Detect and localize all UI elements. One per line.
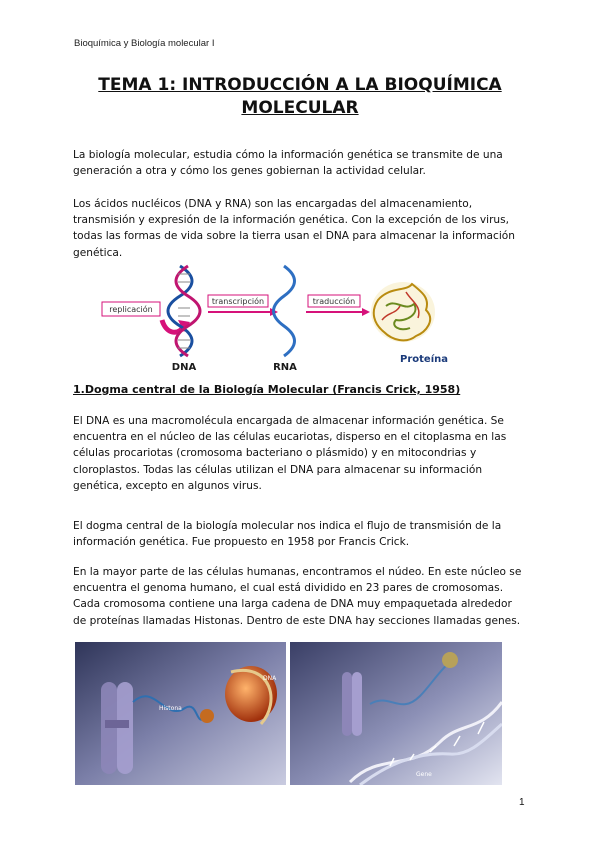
- page-number: 1: [519, 797, 525, 808]
- dna-helix: [168, 266, 200, 356]
- dna-photo-label: DNA: [263, 675, 277, 682]
- nucleosome-bead-right: [442, 652, 458, 668]
- translation-label: traducción: [312, 297, 356, 306]
- histone-label: Histona: [159, 705, 182, 712]
- gene-label: Gene: [416, 771, 432, 778]
- replication-label: replicación: [109, 305, 153, 314]
- section-1-paragraph-3: En la mayor parte de las células humanas, encontramos el núdeo. En este núcleo se encuentra el genoma humano, el cual está dividido en 23 pares de cromosomas. Cada cromosoma contiene una larga cadena de DNA muy empaquetada alrededor de proteínas llamadas Histonas. Dentro de este DNA hay secciones llamadas genes.: [73, 566, 522, 627]
- central-dogma-figure: [100, 262, 500, 376]
- chromosome-shape-right: [342, 672, 362, 736]
- section-1-title: 1.Dogma central de la Biología Molecular (Francis Crick, 1958): [73, 383, 461, 396]
- title-line-1: TEMA 1: INTRODUCCIÓN A LA BIOQUÍMICA: [98, 75, 502, 95]
- chromosome-shape: [101, 682, 133, 774]
- chromosome-illustration-left: [75, 642, 286, 785]
- rna-strand: [274, 266, 295, 356]
- histone-bead: [200, 709, 214, 723]
- intro-paragraph-1: La biología molecular, estudia cómo la información genética se transmite de una generación a otra y cómo los genes gobiernan la actividad celular.: [73, 149, 503, 178]
- translation-arrowhead: [362, 308, 370, 316]
- dna-label: DNA: [171, 362, 197, 373]
- page-title: [60, 74, 540, 120]
- chromosome-illustration-right: [290, 642, 502, 785]
- title-line-2: MOLECULAR: [241, 98, 359, 118]
- page-header: Bioquímica y Biología molecular I: [74, 38, 215, 49]
- protein-label: Proteína: [400, 354, 448, 365]
- transcription-label: transcripción: [211, 297, 265, 306]
- protein-structure: [371, 282, 435, 342]
- section-1-paragraph-1: El DNA es una macromolécula encargada de almacenar información genética. Se encuentra en el núcleo de las células eucariotas, disperso en el citoplasma en las células procariotas (cromosoma bacteriano o plásmido) y en mitocondrias y cloroplastos. Todas las células utilizan el DNA para almacenar su información genética, excepto en algunos virus.: [73, 415, 507, 492]
- rna-label: RNA: [273, 362, 297, 373]
- intro-paragraph-2: Los ácidos nucléicos (DNA y RNA) son las encargadas del almacenamiento, transmisión y expresión de la información genética. Con la excepción de los virus, todas las formas de vida sobre la tierra usan el DNA para almacenar la información genética.: [73, 198, 515, 259]
- section-1-paragraph-2: El dogma central de la biología molecular nos indica el flujo de transmisión de la información genética. Fue propuesto en 1958 por Francis Crick.: [73, 520, 502, 549]
